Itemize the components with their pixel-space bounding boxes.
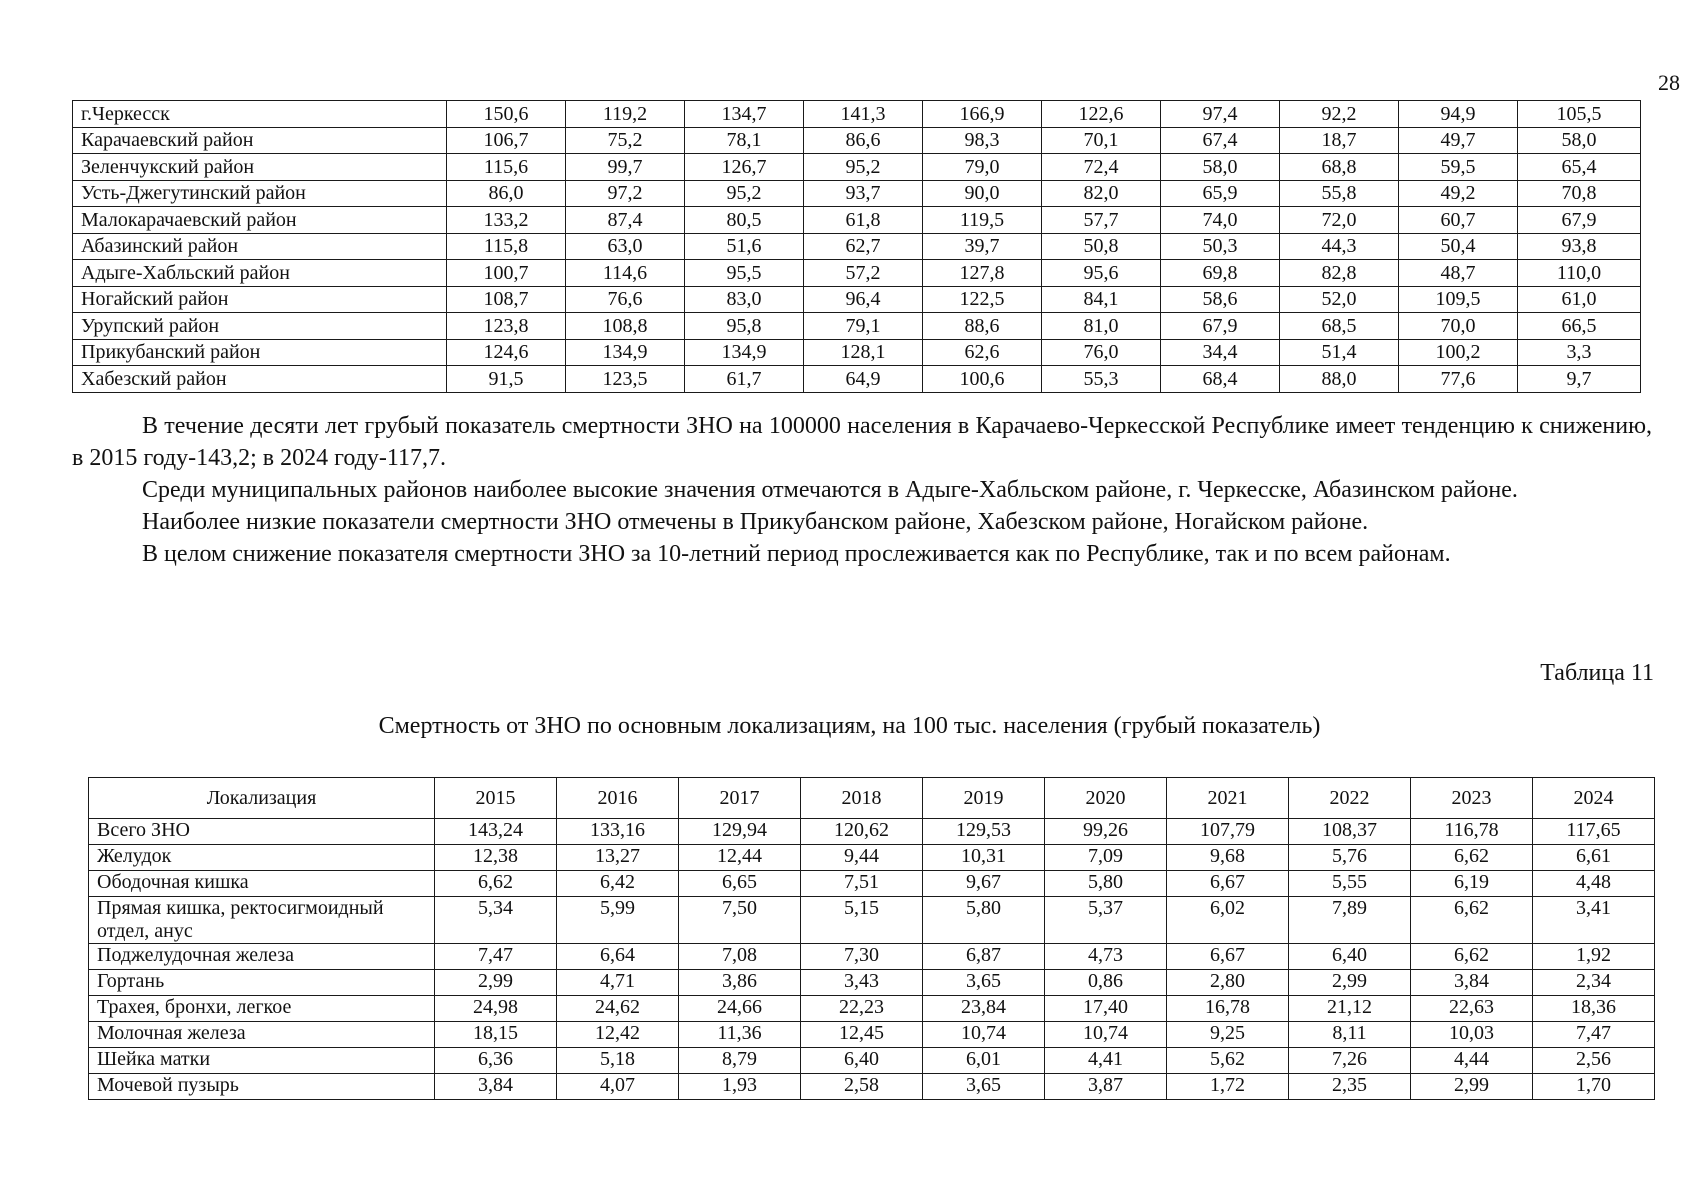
localization-name-cell: Шейка матки: [89, 1048, 435, 1074]
value-cell: 3,3: [1518, 339, 1641, 366]
value-cell: 7,30: [801, 944, 923, 970]
district-name-cell: Усть-Джегутинский район: [73, 180, 447, 207]
value-cell: 95,5: [685, 260, 804, 287]
value-cell: 69,8: [1161, 260, 1280, 287]
value-cell: 57,2: [804, 260, 923, 287]
value-cell: 67,9: [1518, 207, 1641, 234]
value-cell: 128,1: [804, 339, 923, 366]
value-cell: 4,41: [1045, 1048, 1167, 1074]
value-cell: 143,24: [435, 819, 557, 845]
value-cell: 12,38: [435, 845, 557, 871]
value-cell: 117,65: [1533, 819, 1655, 845]
column-header: 2023: [1411, 778, 1533, 819]
value-cell: 3,43: [801, 970, 923, 996]
value-cell: 5,18: [557, 1048, 679, 1074]
value-cell: 16,78: [1167, 996, 1289, 1022]
value-cell: 5,37: [1045, 897, 1167, 944]
value-cell: 134,9: [566, 339, 685, 366]
table-row: [89, 1074, 1655, 1100]
value-cell: 50,8: [1042, 233, 1161, 260]
table-row: [73, 101, 1641, 128]
district-name-cell: Малокарачаевский район: [73, 207, 447, 234]
value-cell: 7,08: [679, 944, 801, 970]
value-cell: 105,5: [1518, 101, 1641, 128]
value-cell: 119,5: [923, 207, 1042, 234]
localization-name-cell: Поджелудочная железа: [89, 944, 435, 970]
value-cell: 9,67: [923, 871, 1045, 897]
value-cell: 91,5: [447, 366, 566, 393]
value-cell: 8,79: [679, 1048, 801, 1074]
table-row: [73, 313, 1641, 340]
value-cell: 95,2: [804, 154, 923, 181]
value-cell: 9,68: [1167, 845, 1289, 871]
value-cell: 79,0: [923, 154, 1042, 181]
value-cell: 5,34: [435, 897, 557, 944]
localization-name-cell: Мочевой пузырь: [89, 1074, 435, 1100]
table-row: [89, 1048, 1655, 1074]
value-cell: 116,78: [1411, 819, 1533, 845]
localization-name-cell: Трахея, бронхи, легкое: [89, 996, 435, 1022]
value-cell: 48,7: [1399, 260, 1518, 287]
district-name-cell: Абазинский район: [73, 233, 447, 260]
value-cell: 8,11: [1289, 1022, 1411, 1048]
value-cell: 2,99: [435, 970, 557, 996]
column-header: 2018: [801, 778, 923, 819]
value-cell: 62,7: [804, 233, 923, 260]
value-cell: 122,6: [1042, 101, 1161, 128]
value-cell: 66,5: [1518, 313, 1641, 340]
table-row: [73, 127, 1641, 154]
value-cell: 127,8: [923, 260, 1042, 287]
value-cell: 5,80: [923, 897, 1045, 944]
value-cell: 68,8: [1280, 154, 1399, 181]
value-cell: 3,65: [923, 970, 1045, 996]
value-cell: 95,2: [685, 180, 804, 207]
value-cell: 129,53: [923, 819, 1045, 845]
value-cell: 90,0: [923, 180, 1042, 207]
value-cell: 75,2: [566, 127, 685, 154]
table-row: [89, 996, 1655, 1022]
value-cell: 2,80: [1167, 970, 1289, 996]
value-cell: 5,62: [1167, 1048, 1289, 1074]
value-cell: 61,0: [1518, 286, 1641, 313]
column-header: 2015: [435, 778, 557, 819]
value-cell: 72,4: [1042, 154, 1161, 181]
value-cell: 99,26: [1045, 819, 1167, 845]
value-cell: 70,1: [1042, 127, 1161, 154]
value-cell: 124,6: [447, 339, 566, 366]
value-cell: 58,6: [1161, 286, 1280, 313]
body-text: [72, 410, 1652, 570]
value-cell: 12,45: [801, 1022, 923, 1048]
value-cell: 119,2: [566, 101, 685, 128]
value-cell: 100,2: [1399, 339, 1518, 366]
column-header: 2020: [1045, 778, 1167, 819]
value-cell: 24,62: [557, 996, 679, 1022]
value-cell: 95,6: [1042, 260, 1161, 287]
value-cell: 7,50: [679, 897, 801, 944]
value-cell: 68,5: [1280, 313, 1399, 340]
value-cell: 4,07: [557, 1074, 679, 1100]
value-cell: 6,61: [1533, 845, 1655, 871]
value-cell: 61,8: [804, 207, 923, 234]
table-row: [73, 260, 1641, 287]
value-cell: 3,87: [1045, 1074, 1167, 1100]
column-header: Локализация: [89, 778, 435, 819]
table-row: [73, 286, 1641, 313]
value-cell: 88,0: [1280, 366, 1399, 393]
value-cell: 81,0: [1042, 313, 1161, 340]
value-cell: 123,8: [447, 313, 566, 340]
value-cell: 7,47: [435, 944, 557, 970]
paragraph: Среди муниципальных районов наиболее высокие значения отмечаются в Адыге-Хабльском районе, г. Черкесске, Абазинском районе.: [142, 477, 1518, 503]
value-cell: 7,47: [1533, 1022, 1655, 1048]
value-cell: 68,4: [1161, 366, 1280, 393]
value-cell: 3,65: [923, 1074, 1045, 1100]
district-name-cell: Ногайский район: [73, 286, 447, 313]
table-row: [73, 180, 1641, 207]
value-cell: 6,36: [435, 1048, 557, 1074]
value-cell: 107,79: [1167, 819, 1289, 845]
value-cell: 7,51: [801, 871, 923, 897]
value-cell: 76,6: [566, 286, 685, 313]
value-cell: 3,86: [679, 970, 801, 996]
localization-mortality-table: [88, 777, 1655, 1100]
value-cell: 9,25: [1167, 1022, 1289, 1048]
value-cell: 74,0: [1161, 207, 1280, 234]
value-cell: 93,8: [1518, 233, 1641, 260]
value-cell: 22,23: [801, 996, 923, 1022]
value-cell: 23,84: [923, 996, 1045, 1022]
value-cell: 2,99: [1289, 970, 1411, 996]
value-cell: 82,0: [1042, 180, 1161, 207]
value-cell: 6,62: [435, 871, 557, 897]
value-cell: 10,74: [1045, 1022, 1167, 1048]
localization-name-cell: Прямая кишка, ректосигмоидный отдел, анус: [89, 897, 435, 944]
value-cell: 34,4: [1161, 339, 1280, 366]
value-cell: 3,84: [435, 1074, 557, 1100]
value-cell: 6,40: [801, 1048, 923, 1074]
value-cell: 55,3: [1042, 366, 1161, 393]
value-cell: 10,03: [1411, 1022, 1533, 1048]
table-caption: Смертность от ЗНО по основным локализациям, на 100 тыс. населения (грубый показатель): [378, 713, 1321, 739]
value-cell: 2,56: [1533, 1048, 1655, 1074]
value-cell: 109,5: [1399, 286, 1518, 313]
value-cell: 83,0: [685, 286, 804, 313]
table-row: [89, 871, 1655, 897]
value-cell: 6,64: [557, 944, 679, 970]
value-cell: 12,42: [557, 1022, 679, 1048]
value-cell: 2,34: [1533, 970, 1655, 996]
value-cell: 6,62: [1411, 845, 1533, 871]
district-name-cell: Карачаевский район: [73, 127, 447, 154]
value-cell: 94,9: [1399, 101, 1518, 128]
value-cell: 114,6: [566, 260, 685, 287]
value-cell: 10,31: [923, 845, 1045, 871]
value-cell: 51,4: [1280, 339, 1399, 366]
value-cell: 4,48: [1533, 871, 1655, 897]
value-cell: 108,8: [566, 313, 685, 340]
table-row: [89, 819, 1655, 845]
value-cell: 70,8: [1518, 180, 1641, 207]
value-cell: 100,7: [447, 260, 566, 287]
column-header: 2021: [1167, 778, 1289, 819]
value-cell: 13,27: [557, 845, 679, 871]
value-cell: 9,7: [1518, 366, 1641, 393]
column-header: 2017: [679, 778, 801, 819]
localization-name-cell: Ободочная кишка: [89, 871, 435, 897]
value-cell: 82,8: [1280, 260, 1399, 287]
value-cell: 58,0: [1161, 154, 1280, 181]
value-cell: 87,4: [566, 207, 685, 234]
localization-name-cell: Молочная железа: [89, 1022, 435, 1048]
value-cell: 72,0: [1280, 207, 1399, 234]
value-cell: 7,09: [1045, 845, 1167, 871]
value-cell: 6,65: [679, 871, 801, 897]
value-cell: 126,7: [685, 154, 804, 181]
district-mortality-table: [72, 100, 1641, 393]
value-cell: 17,40: [1045, 996, 1167, 1022]
value-cell: 77,6: [1399, 366, 1518, 393]
localization-name-cell: Всего ЗНО: [89, 819, 435, 845]
value-cell: 12,44: [679, 845, 801, 871]
value-cell: 4,73: [1045, 944, 1167, 970]
value-cell: 97,2: [566, 180, 685, 207]
value-cell: 50,3: [1161, 233, 1280, 260]
value-cell: 6,62: [1411, 944, 1533, 970]
value-cell: 55,8: [1280, 180, 1399, 207]
value-cell: 6,67: [1167, 944, 1289, 970]
district-name-cell: Зеленчукский район: [73, 154, 447, 181]
value-cell: 11,36: [679, 1022, 801, 1048]
district-name-cell: Урупский район: [73, 313, 447, 340]
table-row: [73, 366, 1641, 393]
table-row: [89, 845, 1655, 871]
value-cell: 110,0: [1518, 260, 1641, 287]
page-number: 28: [1658, 70, 1680, 95]
value-cell: 120,62: [801, 819, 923, 845]
value-cell: 58,0: [1518, 127, 1641, 154]
value-cell: 6,40: [1289, 944, 1411, 970]
value-cell: 64,9: [804, 366, 923, 393]
district-name-cell: г.Черкесск: [73, 101, 447, 128]
value-cell: 44,3: [1280, 233, 1399, 260]
value-cell: 18,7: [1280, 127, 1399, 154]
value-cell: 5,76: [1289, 845, 1411, 871]
value-cell: 6,62: [1411, 897, 1533, 944]
table-row: [73, 339, 1641, 366]
value-cell: 5,15: [801, 897, 923, 944]
value-cell: 98,3: [923, 127, 1042, 154]
district-name-cell: Адыге-Хабльский район: [73, 260, 447, 287]
value-cell: 49,7: [1399, 127, 1518, 154]
value-cell: 129,94: [679, 819, 801, 845]
table-row: [73, 233, 1641, 260]
value-cell: 1,92: [1533, 944, 1655, 970]
value-cell: 133,16: [557, 819, 679, 845]
value-cell: 67,9: [1161, 313, 1280, 340]
value-cell: 4,71: [557, 970, 679, 996]
value-cell: 2,99: [1411, 1074, 1533, 1100]
district-name-cell: Прикубанский район: [73, 339, 447, 366]
table-label: Таблица 11: [1540, 660, 1654, 686]
value-cell: 76,0: [1042, 339, 1161, 366]
value-cell: 50,4: [1399, 233, 1518, 260]
value-cell: 141,3: [804, 101, 923, 128]
value-cell: 63,0: [566, 233, 685, 260]
paragraph: Наиболее низкие показатели смертности ЗНО отмечены в Прикубанском районе, Хабезском районе, Ногайском районе.: [142, 509, 1369, 535]
table-row: [73, 207, 1641, 234]
localization-name-cell: Гортань: [89, 970, 435, 996]
value-cell: 22,63: [1411, 996, 1533, 1022]
value-cell: 123,5: [566, 366, 685, 393]
value-cell: 99,7: [566, 154, 685, 181]
value-cell: 4,44: [1411, 1048, 1533, 1074]
value-cell: 5,99: [557, 897, 679, 944]
value-cell: 6,87: [923, 944, 1045, 970]
value-cell: 108,37: [1289, 819, 1411, 845]
value-cell: 166,9: [923, 101, 1042, 128]
paragraph: В течение десяти лет грубый показатель смертности ЗНО на 100000 населения в Карачаево-Черкесской Республике имеет тенденцию к снижению, в 2015 году-143,2; в 2024 году-117,7.: [72, 413, 1652, 471]
value-cell: 5,80: [1045, 871, 1167, 897]
value-cell: 6,01: [923, 1048, 1045, 1074]
value-cell: 10,74: [923, 1022, 1045, 1048]
value-cell: 6,42: [557, 871, 679, 897]
value-cell: 7,26: [1289, 1048, 1411, 1074]
value-cell: 79,1: [804, 313, 923, 340]
value-cell: 134,7: [685, 101, 804, 128]
value-cell: 61,7: [685, 366, 804, 393]
value-cell: 93,7: [804, 180, 923, 207]
value-cell: 57,7: [1042, 207, 1161, 234]
value-cell: 106,7: [447, 127, 566, 154]
value-cell: 0,86: [1045, 970, 1167, 996]
value-cell: 18,36: [1533, 996, 1655, 1022]
paragraph: В целом снижение показателя смертности ЗНО за 10-летний период прослеживается как по Республике, так и по всем районам.: [142, 541, 1451, 567]
value-cell: 6,19: [1411, 871, 1533, 897]
value-cell: 52,0: [1280, 286, 1399, 313]
value-cell: 9,44: [801, 845, 923, 871]
column-header: 2024: [1533, 778, 1655, 819]
value-cell: 133,2: [447, 207, 566, 234]
value-cell: 92,2: [1280, 101, 1399, 128]
localization-name-cell: Желудок: [89, 845, 435, 871]
value-cell: 39,7: [923, 233, 1042, 260]
value-cell: 3,41: [1533, 897, 1655, 944]
value-cell: 6,02: [1167, 897, 1289, 944]
column-header: 2022: [1289, 778, 1411, 819]
column-header: 2019: [923, 778, 1045, 819]
value-cell: 108,7: [447, 286, 566, 313]
value-cell: 96,4: [804, 286, 923, 313]
value-cell: 5,55: [1289, 871, 1411, 897]
value-cell: 65,9: [1161, 180, 1280, 207]
value-cell: 24,98: [435, 996, 557, 1022]
value-cell: 122,5: [923, 286, 1042, 313]
value-cell: 78,1: [685, 127, 804, 154]
value-cell: 21,12: [1289, 996, 1411, 1022]
value-cell: 1,72: [1167, 1074, 1289, 1100]
value-cell: 62,6: [923, 339, 1042, 366]
value-cell: 67,4: [1161, 127, 1280, 154]
column-header: 2016: [557, 778, 679, 819]
value-cell: 88,6: [923, 313, 1042, 340]
value-cell: 95,8: [685, 313, 804, 340]
value-cell: 7,89: [1289, 897, 1411, 944]
value-cell: 2,35: [1289, 1074, 1411, 1100]
value-cell: 49,2: [1399, 180, 1518, 207]
table-header-row: [89, 778, 1655, 819]
value-cell: 18,15: [435, 1022, 557, 1048]
value-cell: 80,5: [685, 207, 804, 234]
value-cell: 86,0: [447, 180, 566, 207]
value-cell: 84,1: [1042, 286, 1161, 313]
table-row: [89, 897, 1655, 944]
value-cell: 1,70: [1533, 1074, 1655, 1100]
table-row: [89, 970, 1655, 996]
value-cell: 59,5: [1399, 154, 1518, 181]
table-row: [89, 1022, 1655, 1048]
value-cell: 97,4: [1161, 101, 1280, 128]
value-cell: 24,66: [679, 996, 801, 1022]
value-cell: 2,58: [801, 1074, 923, 1100]
value-cell: 1,93: [679, 1074, 801, 1100]
value-cell: 70,0: [1399, 313, 1518, 340]
value-cell: 6,67: [1167, 871, 1289, 897]
value-cell: 115,6: [447, 154, 566, 181]
value-cell: 115,8: [447, 233, 566, 260]
value-cell: 134,9: [685, 339, 804, 366]
value-cell: 3,84: [1411, 970, 1533, 996]
value-cell: 51,6: [685, 233, 804, 260]
table-row: [73, 154, 1641, 181]
district-name-cell: Хабезский район: [73, 366, 447, 393]
value-cell: 150,6: [447, 101, 566, 128]
table-row: [89, 944, 1655, 970]
value-cell: 86,6: [804, 127, 923, 154]
value-cell: 60,7: [1399, 207, 1518, 234]
value-cell: 100,6: [923, 366, 1042, 393]
value-cell: 65,4: [1518, 154, 1641, 181]
